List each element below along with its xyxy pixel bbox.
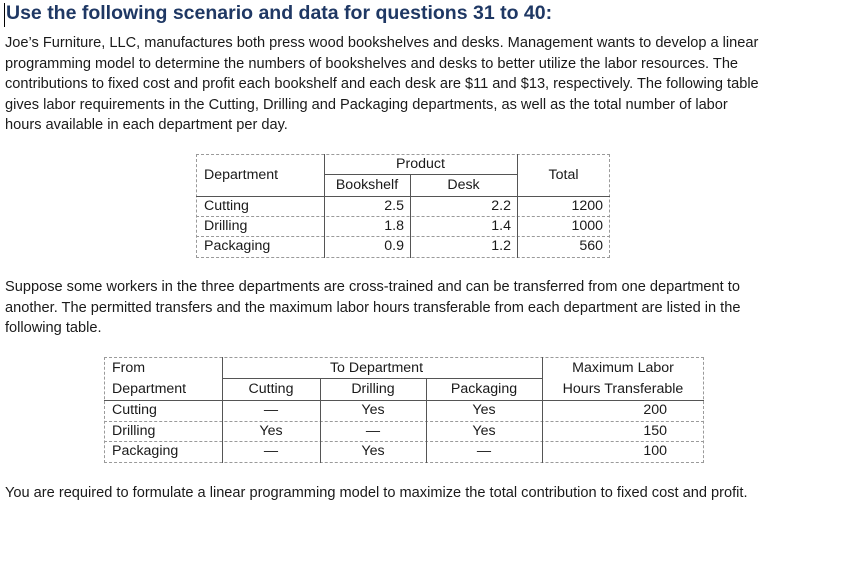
scenario-paragraph: [5, 33, 759, 136]
cell-drilling: —: [365, 423, 381, 439]
cell-total: 1000: [571, 218, 603, 234]
header-packaging: Packaging: [450, 381, 518, 397]
header-to-department: To Department: [329, 360, 424, 376]
cell-cutting: —: [263, 402, 279, 418]
cell-desk: 1.4: [491, 218, 511, 234]
transfer-paragraph: [5, 277, 740, 339]
row-from-department: Cutting: [112, 402, 157, 418]
labor-requirements-table: [196, 154, 610, 258]
cell-desk: 1.2: [491, 238, 511, 254]
header-total: Total: [548, 167, 579, 183]
cell-packaging: —: [476, 443, 492, 459]
row-department: Drilling: [204, 218, 248, 234]
cell-drilling: Yes: [361, 443, 385, 459]
cell-max-hours: 200: [643, 402, 667, 418]
cell-max-hours: 150: [643, 423, 667, 439]
table-border: [104, 357, 105, 463]
header-cutting: Cutting: [248, 381, 294, 397]
header-product: Product: [396, 156, 445, 172]
closing-paragraph: You are required to formulate a linear programming model to maximize the total contribution to fixed cost and profit.: [5, 485, 748, 501]
paragraph-line: contributions to fixed cost and profit each bookshelf and each desk are $11 and $13, respectively. The following table: [5, 76, 759, 93]
cell-desk: 2.2: [491, 198, 511, 214]
cell-packaging: Yes: [472, 402, 496, 418]
cell-total: 560: [579, 238, 603, 254]
cell-total: 1200: [571, 198, 603, 214]
header-drilling: Drilling: [351, 381, 395, 397]
cell-packaging: Yes: [472, 423, 496, 439]
paragraph-line: another. The permitted transfers and the maximum labor hours transferable from each department are listed in the: [5, 299, 741, 316]
cell-drilling: Yes: [361, 402, 385, 418]
header-from: From: [112, 360, 146, 376]
text-cursor: [4, 3, 5, 27]
cell-max-hours: 100: [643, 443, 667, 459]
cell-bookshelf: 0.9: [384, 238, 404, 254]
table-border: [104, 462, 704, 463]
paragraph-line: gives labor requirements in the Cutting, Drilling and Packaging departments, as well as the total number of labor: [5, 96, 728, 113]
table-border: [196, 257, 610, 258]
header-bookshelf: Bookshelf: [335, 177, 399, 193]
paragraph-line: Suppose some workers in the three departments are cross-trained and can be transferred from one department to: [5, 279, 740, 295]
row-department: Packaging: [204, 238, 271, 254]
header-department: Department: [204, 167, 279, 183]
header-hours-transferable: Hours Transferable: [562, 381, 684, 397]
paragraph-line: programming model to determine the numbers of bookshelves and desks to better utilize the labor resources. The: [5, 55, 739, 72]
row-from-department: Packaging: [112, 443, 179, 459]
header-max-labor: Maximum Labor: [572, 360, 674, 376]
labor-transfer-table: [104, 357, 704, 463]
cell-bookshelf: 1.8: [384, 218, 404, 234]
cell-cutting: —: [263, 443, 279, 459]
row-department: Cutting: [204, 198, 249, 214]
header-department: Department: [112, 381, 187, 397]
paragraph-line: following table.: [5, 320, 102, 337]
paragraph-line: hours available in each department per day.: [5, 117, 288, 134]
cell-cutting: Yes: [259, 423, 283, 439]
cell-bookshelf: 2.5: [384, 198, 404, 214]
table-border: [196, 154, 197, 258]
header-desk: Desk: [447, 177, 480, 193]
paragraph-line: Joe’s Furniture, LLC, manufactures both press wood bookshelves and desks. Management wants to develop a linear: [5, 35, 759, 51]
page-heading: Use the following scenario and data for questions 31 to 40:: [6, 2, 553, 24]
row-from-department: Drilling: [112, 423, 156, 439]
